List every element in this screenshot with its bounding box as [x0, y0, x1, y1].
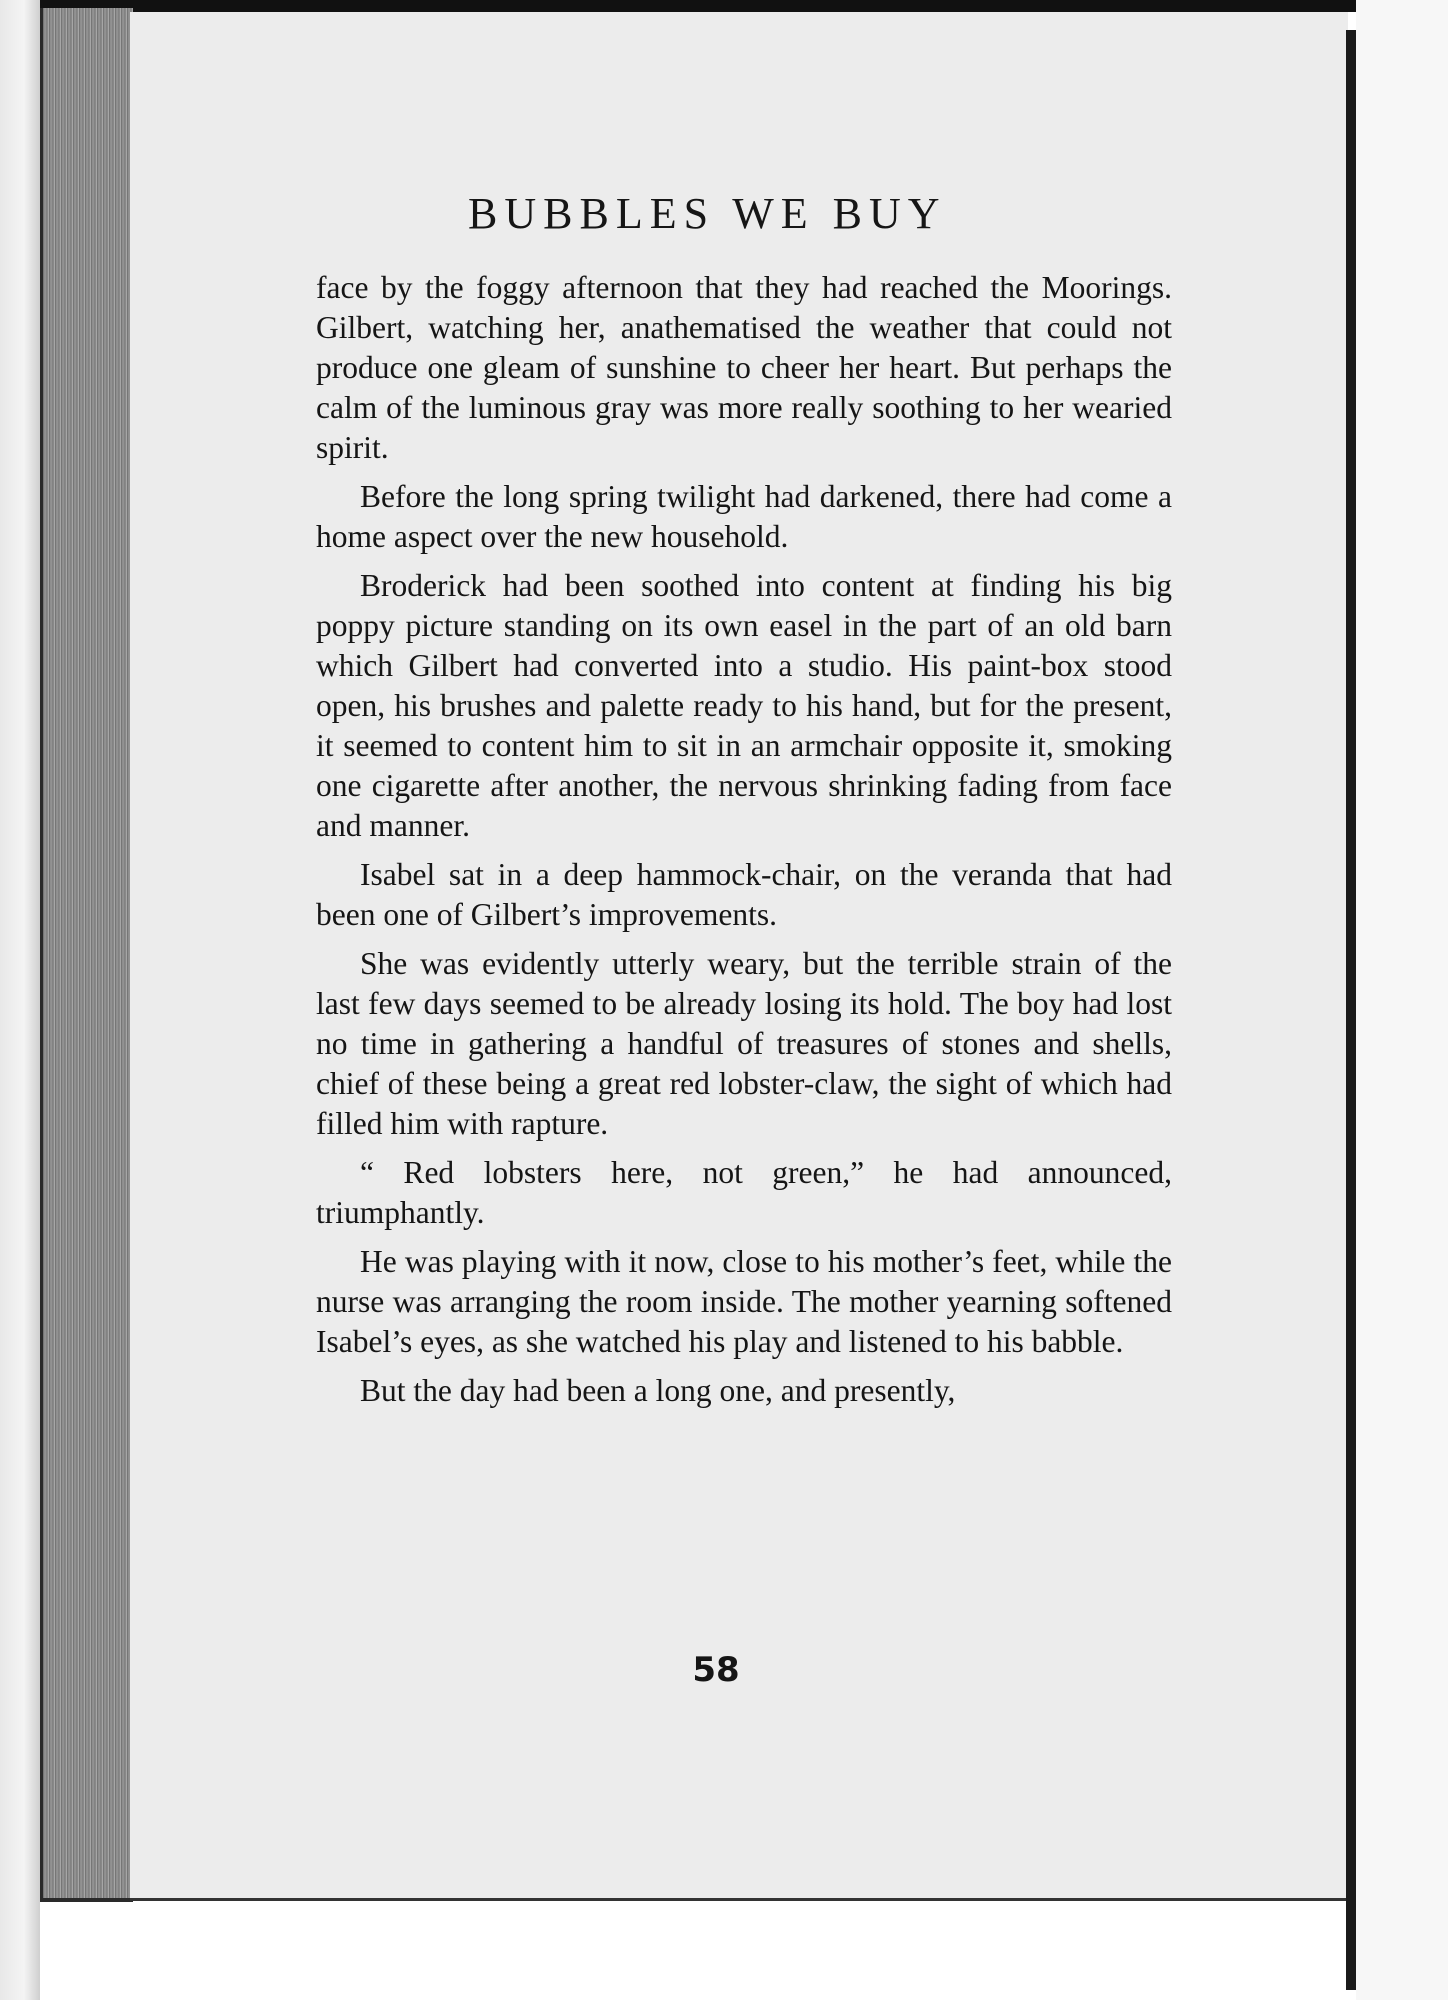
scan-border-top: [0, 0, 1448, 12]
book-cover-edge: [0, 0, 40, 2000]
paragraph: “ Red lobsters here, not green,” he had announced, triumphantly.: [316, 1155, 1172, 1230]
paragraph: She was evidently utterly weary, but the terrible strain of the last few days seemed to be already losing its hold. The boy had lost no time in gathering a handful of treasures of stones and shells, chief of these being a great red lobster-claw, the sight of which had filled him with rapture.: [316, 946, 1172, 1141]
paragraph: Broderick had been soothed into content at finding his big poppy picture standing on its own easel in the part of an old barn which Gilbert had converted into a studio. His paint-box stood open, his brushes and palette ready to his hand, but for the present, it seemed to content him to sit in an armchair opposite it, smoking one cigarette after another, the nervous shrinking fading from face and manner.: [316, 568, 1172, 843]
page-gutter-shadow: [1346, 30, 1356, 1990]
page-number: 58: [692, 1650, 740, 1690]
paragraph: Before the long spring twilight had darkened, there had come a home aspect over the new household.: [316, 479, 1172, 554]
paragraph: face by the foggy afternoon that they had reached the Moorings. Gilbert, watching her, anathematised the weather that could not produce one gleam of sunshine to cheer her heart. But perhaps the calm of the luminous gray was more really soothing to her wearied spirit.: [316, 270, 1172, 465]
body-text: [316, 268, 1172, 1420]
running-head: BUBBLES WE BUY: [468, 189, 947, 238]
paragraph: He was playing with it now, close to his mother’s feet, while the nurse was arranging the room inside. The mother yearning softened Isabel’s eyes, as she watched his play and listened to his babble.: [316, 1244, 1172, 1359]
paragraph: But the day had been a long one, and presently,: [360, 1373, 956, 1408]
paragraph: Isabel sat in a deep hammock-chair, on the veranda that had been one of Gilbert’s improvements.: [316, 857, 1172, 932]
facing-page-margin: [1356, 0, 1448, 2000]
page-stack-edge: [40, 8, 133, 1902]
